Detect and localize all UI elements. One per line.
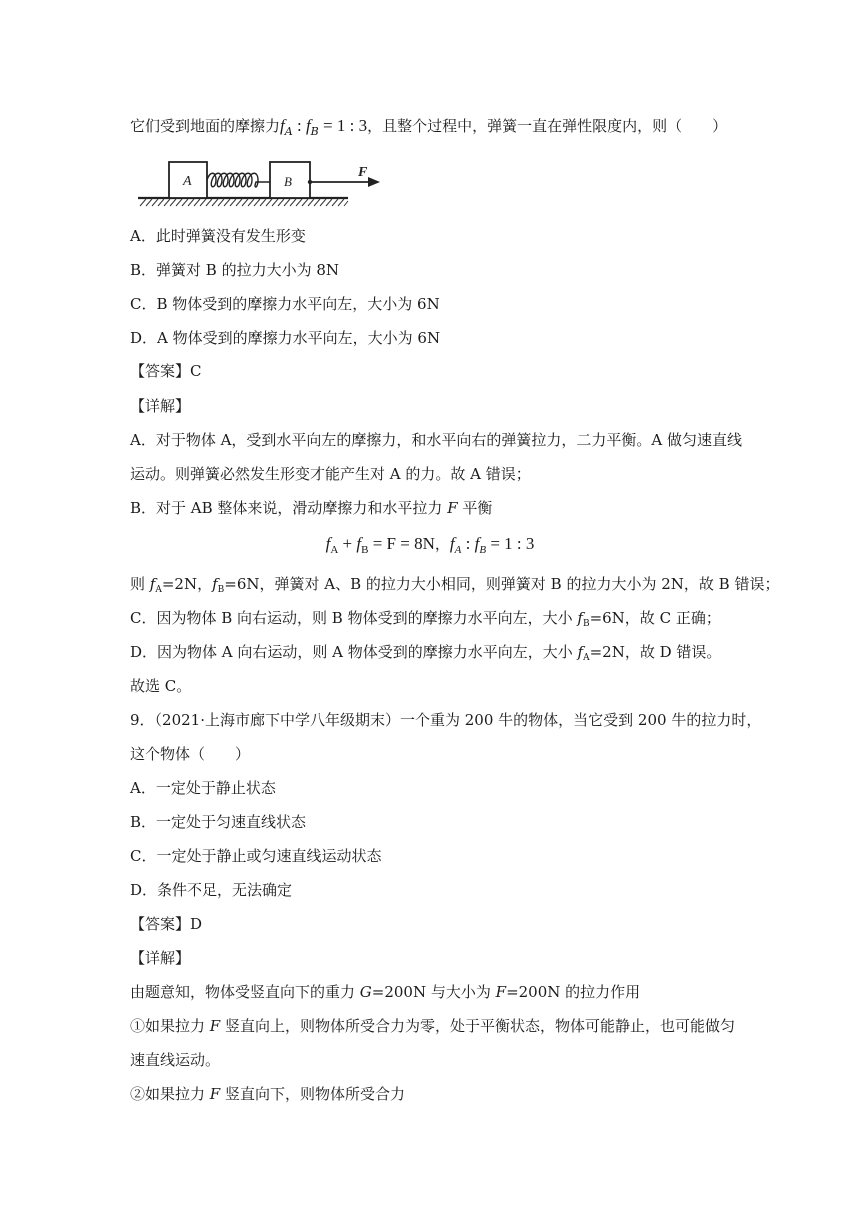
case1-text: 竖直向上，则物体所受合力为零，处于平衡状态，物体可能静止，也可能做匀 — [220, 1017, 735, 1035]
q8-equation — [0, 532, 860, 562]
force-label: F — [358, 165, 368, 180]
eq-separator: ， — [434, 535, 450, 553]
case1-F: F — [209, 1017, 221, 1035]
q8-ratio-fb-sub: B — [310, 125, 319, 138]
eq-fa-sub: A — [330, 544, 339, 556]
spring-blocks-figure — [136, 156, 382, 212]
q8-option-b: B．弹簧对 B 的拉力大小为 8N — [130, 261, 340, 279]
known-tail: =200N 的拉力作用 — [506, 983, 641, 1001]
eq-fb-sub: B — [361, 544, 369, 556]
q8-explain-b-tail: 平衡 — [457, 499, 493, 517]
then-fa: f — [149, 575, 156, 593]
q8-option-d: D．A 物体受到的摩擦力水平向左，大小为 6N — [130, 329, 441, 347]
explain-c-text: C．因为物体 B 向右运动，则 B 物体受到的摩擦力水平向左，大小 — [130, 609, 578, 627]
then-prefix: 则 — [130, 575, 150, 593]
q8-explain-c — [130, 608, 721, 634]
eq-ratio-fa-sub: A — [454, 544, 462, 556]
q8-stem-tail: ，且整个过程中，弹簧一直在弹性限度内，则（ ） — [367, 117, 728, 135]
explain-d-tail: =2N，故 D 错误。 — [589, 643, 722, 661]
q8-explain-b-F: F — [447, 499, 458, 517]
eq-total: = F = 8N — [368, 534, 435, 553]
explain-d-f-sub: A — [583, 653, 590, 663]
q8-ratio-colon: : — [292, 116, 306, 135]
q9-option-c: C．一定处于静止或匀速直线运动状态 — [130, 847, 382, 865]
then-fa-sub: A — [155, 585, 162, 595]
q8-detail-heading: 【详解】 — [130, 397, 191, 415]
q9-stem-line2: 这个物体（ ） — [130, 745, 251, 763]
explain-d-text: D．因为物体 A 向右运动，则 A 物体受到的摩擦力水平向左，大小 — [130, 643, 578, 661]
q9-answer: 【答案】D — [130, 915, 203, 933]
q8-ratio-fa: f — [280, 116, 285, 135]
q9-option-d: D．条件不足，无法确定 — [130, 881, 293, 899]
then-fa-value: =2N， — [161, 575, 213, 593]
explain-d-f: f — [577, 643, 584, 661]
explain-c-f-sub: B — [582, 619, 590, 629]
q8-explain-d — [130, 642, 721, 668]
known-G: G — [359, 983, 372, 1001]
known-text: 由题意知，物体受竖直向下的重力 — [130, 983, 360, 1001]
then-fb: f — [212, 575, 218, 593]
q8-option-a: A．此时弹簧没有发生形变 — [130, 227, 306, 245]
figure-svg — [136, 156, 382, 212]
eq-ratio-colon: : — [461, 534, 475, 553]
q8-explain-a-line2: 运动。则弹簧必然发生形变才能产生对 A 的力。故 A 错误； — [130, 465, 531, 483]
q8-stem — [130, 116, 727, 142]
q9-known — [130, 982, 640, 1002]
case2-prefix: ②如果拉力 — [130, 1085, 210, 1103]
q8-stem-text: 它们受到地面的摩擦力 — [130, 117, 281, 135]
spring — [207, 173, 270, 187]
q9-option-b: B．一定处于匀速直线状态 — [130, 813, 307, 831]
known-mid: =200N 与大小为 — [371, 983, 496, 1001]
then-fb-sub: B — [217, 585, 225, 595]
q9-detail-heading: 【详解】 — [130, 949, 191, 967]
case1-prefix: ①如果拉力 — [130, 1017, 210, 1035]
q8-then-line — [130, 574, 779, 600]
explain-c-tail: =6N，故 C 正确； — [589, 609, 721, 627]
q9-case2 — [130, 1084, 405, 1104]
q8-option-c: C．B 物体受到的摩擦力水平向左，大小为 6N — [130, 295, 440, 313]
q9-case1-line2: 速直线运动。 — [130, 1051, 221, 1069]
q8-answer: 【答案】C — [130, 362, 202, 380]
block-a-label: A — [183, 174, 192, 189]
q8-ratio-fa-sub: A — [284, 125, 293, 138]
eq-fb: f — [356, 534, 362, 553]
q8-explain-b — [130, 498, 492, 518]
eq-ratio-fb-sub: B — [479, 544, 487, 556]
ground-hatching — [140, 199, 348, 206]
then-tail: =6N，弹簧对 A、B 的拉力大小相同，则弹簧对 B 的拉力大小为 2N，故 B 错误； — [224, 575, 780, 593]
eq-ratio-value: = 1 : 3 — [486, 534, 535, 553]
case2-F: F — [209, 1085, 221, 1103]
q8-conclusion: 故选 C。 — [130, 677, 192, 695]
q9-option-a: A．一定处于静止状态 — [130, 779, 276, 797]
eq-ratio-fa: f — [449, 534, 455, 553]
eq-plus: + — [338, 534, 357, 553]
q9-stem-line1: 9．（2021·上海市廊下中学八年级期末）一个重为 200 牛的物体，当它受到 200 牛的拉力时， — [130, 711, 762, 729]
q8-explain-b-text: B．对于 AB 整体来说，滑动摩擦力和水平拉力 — [130, 499, 448, 517]
known-F: F — [495, 983, 507, 1001]
explain-c-f: f — [577, 609, 583, 627]
case2-text: 竖直向下，则物体所受合力 — [220, 1085, 405, 1103]
q8-ratio-fb: f — [305, 116, 311, 135]
q8-explain-a-line1: A．对于物体 A，受到水平向左的摩擦力，和水平向右的弹簧拉力，二力平衡。A 做匀速直线 — [130, 431, 743, 449]
q9-case1-line1 — [130, 1016, 735, 1036]
force-arrowhead — [368, 177, 380, 187]
eq-fa: f — [325, 534, 331, 553]
block-b-label: B — [284, 174, 292, 189]
eq-ratio-fb: f — [474, 534, 480, 553]
q8-ratio-value: = 1 : 3 — [318, 116, 368, 135]
